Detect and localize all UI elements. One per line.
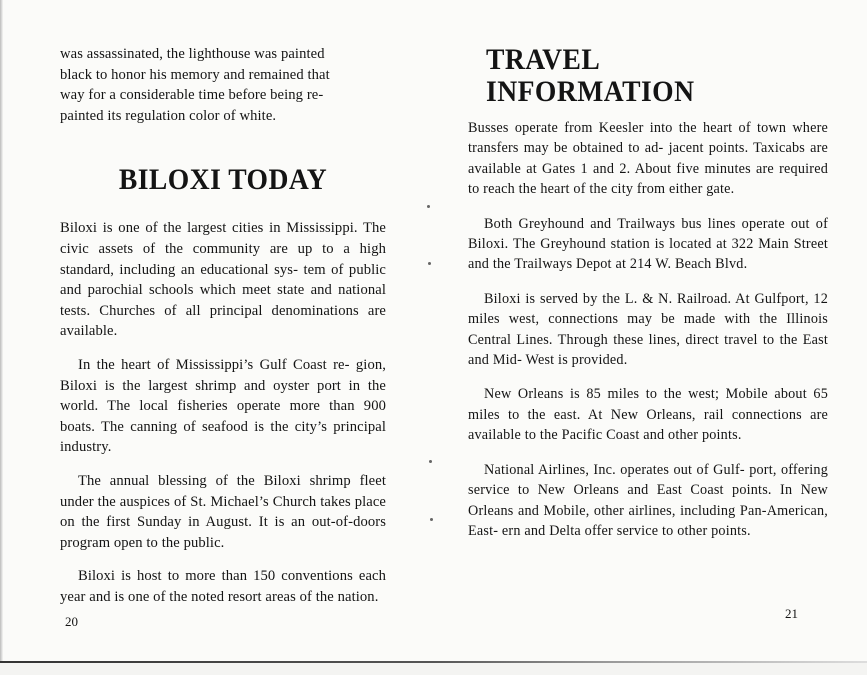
gutter-speck [428, 262, 431, 265]
continued-line-3: way for a considerable time before being re- [60, 87, 324, 104]
page-number-right: 21 [785, 606, 798, 621]
left-column [60, 44, 386, 607]
left-page [0, 0, 433, 660]
paragraph-busses: Busses operate from Keesler into the heart of town where transfers may be obtained to ad- jacent points. Taxicabs are available at Gates 1 and 2. About five minutes are required to reach the heart of the city from either gate. [468, 120, 828, 198]
paragraph-bus-lines: Both Greyhound and Trailways bus lines operate out of Biloxi. The Greyhound station is located at 322 Main Street and the Trailways Depot at 214 W. Beach Blvd. [468, 215, 828, 273]
paragraph-conventions: Biloxi is host to more than 150 conventions each year and is one of the noted resort areas of the nation. [60, 568, 386, 605]
paragraph-new-orleans: New Orleans is 85 miles to the west; Mobile about 65 miles to the east. At New Orleans, rail connections are available to the Pacific Coast and other points. [468, 386, 828, 444]
section-heading-travel-information: TRAVEL INFORMATION [486, 43, 695, 108]
right-column [468, 44, 828, 541]
section-heading-biloxi-today: BILOXI TODAY [118, 163, 328, 197]
paragraph-shrimp-blessing: The annual blessing of the Biloxi shrimp fleet under the auspices of St. Michael’s Church takes place on the first Sunday in August. It is an out-of-doors program open to the public. [60, 472, 386, 551]
paragraph-biloxi-civic: Biloxi is one of the largest cities in Mississippi. The civic assets of the community are up to a high standard, including an educational sys- tem of public and parochial schools which meet state and national tests. Churches of all principal denominations are available. [60, 220, 386, 340]
gutter-speck [430, 518, 433, 521]
continued-line-1: was assassinated, the lighthouse was painted [60, 46, 325, 62]
continued-paragraph [60, 44, 386, 126]
gutter-speck [429, 460, 432, 463]
continued-line-4: painted its regulation color of white. [60, 107, 277, 124]
right-page [434, 0, 867, 660]
gutter-speck [427, 205, 430, 208]
paragraph-gulf-coast: In the heart of Mississippi’s Gulf Coast re- gion, Biloxi is the largest shrimp and oyster port in the world. The local fisheries operate more than 900 boats. The canning of seafood is the city’s principal industry. [60, 356, 386, 456]
continued-line-2: black to honor his memory and remained that [60, 66, 330, 83]
paragraph-airlines: National Airlines, Inc. operates out of Gulf- port, offering service to New Orleans and East Coast points. In New Orleans and Mobile, other airlines, including Pan-American, East- ern and Delta offer service to other points. [468, 461, 828, 539]
page-number-left: 20 [65, 614, 78, 629]
book-bottom-margin [0, 663, 867, 675]
paragraph-railroad: Biloxi is served by the L. & N. Railroad. At Gulfport, 12 miles west, connections may be made with the Illinois Central Lines. Through these lines, direct travel to the East and Mid- West is provided. [468, 290, 828, 369]
